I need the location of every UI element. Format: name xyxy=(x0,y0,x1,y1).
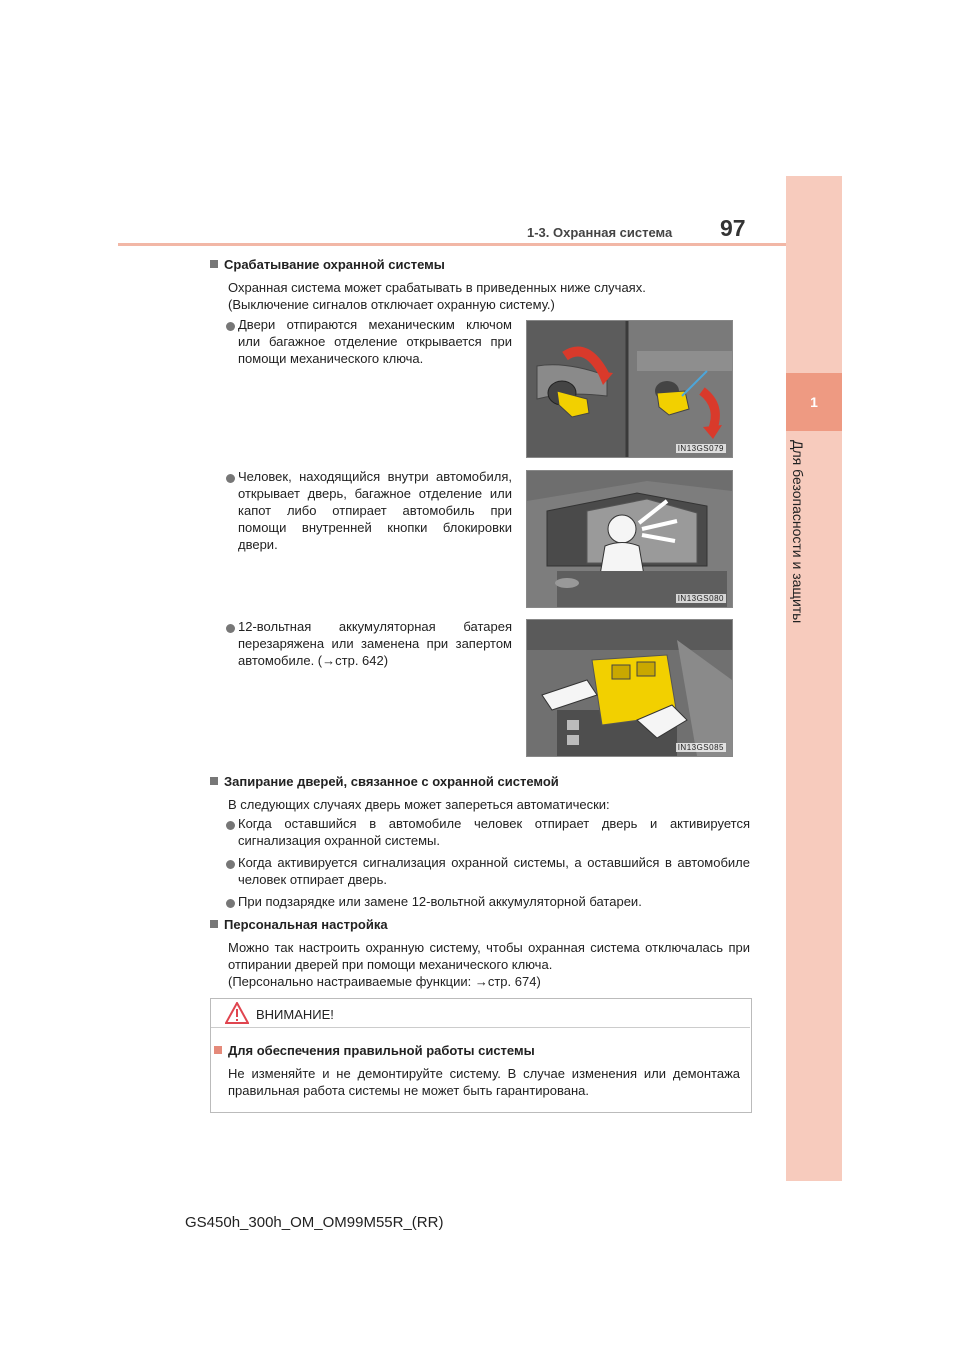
image-code: IN13GS079 xyxy=(677,444,724,453)
section-3-note: (Персонально настраиваемые функции: →стр. 674) xyxy=(228,974,541,989)
chapter-sidebar xyxy=(786,176,842,1181)
section-heading-1: Срабатывание охранной системы xyxy=(210,256,445,273)
arrow-right-icon: → xyxy=(474,974,488,989)
battery-replacement-illustration-svg xyxy=(527,620,732,756)
section-square-icon xyxy=(210,920,218,928)
section-square-icon xyxy=(210,777,218,785)
item-2-text: Человек, находящийся внутри автомобиля, открывает дверь, багажное отделение или капот либо отпирает автомобиль при помощи внутренней кнопки блокировки двери. xyxy=(238,469,512,552)
person-in-car-illustration xyxy=(526,470,733,608)
warning-square-icon xyxy=(214,1046,222,1054)
chapter-title: Для безопасности и защиты xyxy=(790,440,806,624)
bullet-icon xyxy=(226,860,235,869)
section-heading-2: Запирание дверей, связанное с охранной системой xyxy=(210,773,559,790)
chapter-number-tab: 1 xyxy=(786,373,842,431)
section-2-intro: В следующих случаях дверь может запереться автоматически: xyxy=(228,797,610,812)
bullet-icon xyxy=(226,322,235,331)
item-3-text: 12-вольтная аккумуляторная батарея перезаряжена или заменена при запертом автомобиле. (→стр. 642) xyxy=(238,619,512,668)
bullet-icon xyxy=(226,624,235,633)
battery-replacement-illustration xyxy=(526,619,733,757)
warning-triangle-icon xyxy=(225,1002,249,1024)
key-lock-illustration-svg xyxy=(527,321,732,457)
image-code: IN13GS085 xyxy=(677,743,724,752)
section-2-item-3: При подзарядке или замене 12-вольтной аккумуляторной батареи. xyxy=(238,894,642,909)
bullet-icon xyxy=(226,474,235,483)
page-number: 97 xyxy=(720,215,746,241)
header-divider xyxy=(118,243,786,246)
warning-label: ВНИМАНИЕ! xyxy=(256,1007,334,1022)
section-3-body: Можно так настроить охранную систему, чтобы охранная система отключалась при отпирании дверей при помощи механического ключа. xyxy=(228,940,750,972)
image-code: IN13GS080 xyxy=(677,594,724,603)
item-1-text: Двери отпираются механическим ключом или багажное отделение открывается при помощи механического ключа. xyxy=(238,317,512,366)
section-2-item-2: Когда активируется сигнализация охранной системы, а оставшийся в автомобиле человек отпирает дверь. xyxy=(238,855,750,887)
warning-text: Не изменяйте и не демонтируйте систему. В случае изменения или демонтажа правильная работа системы не может быть гарантирована. xyxy=(228,1066,740,1098)
warning-divider xyxy=(211,1027,750,1028)
document-code: GS450h_300h_OM_OM99M55R_(RR) xyxy=(185,1214,444,1231)
section-title: 1-3. Охранная система xyxy=(527,225,673,240)
section-1-intro: Охранная система может срабатывать в приведенных ниже случаях. (Выключение сигналов отключает охранную систему.) xyxy=(228,280,646,312)
bullet-icon xyxy=(226,821,235,830)
warning-title: Для обеспечения правильной работы системы xyxy=(214,1042,535,1059)
arrow-right-icon: → xyxy=(322,653,336,668)
person-in-car-illustration-svg xyxy=(527,471,732,607)
section-2-item-1: Когда оставшийся в автомобиле человек отпирает дверь и активируется сигнализация охранной системы. xyxy=(238,816,750,848)
section-heading-3: Персональная настройка xyxy=(210,916,388,933)
section-square-icon xyxy=(210,260,218,268)
key-lock-illustration xyxy=(526,320,733,458)
bullet-icon xyxy=(226,899,235,908)
